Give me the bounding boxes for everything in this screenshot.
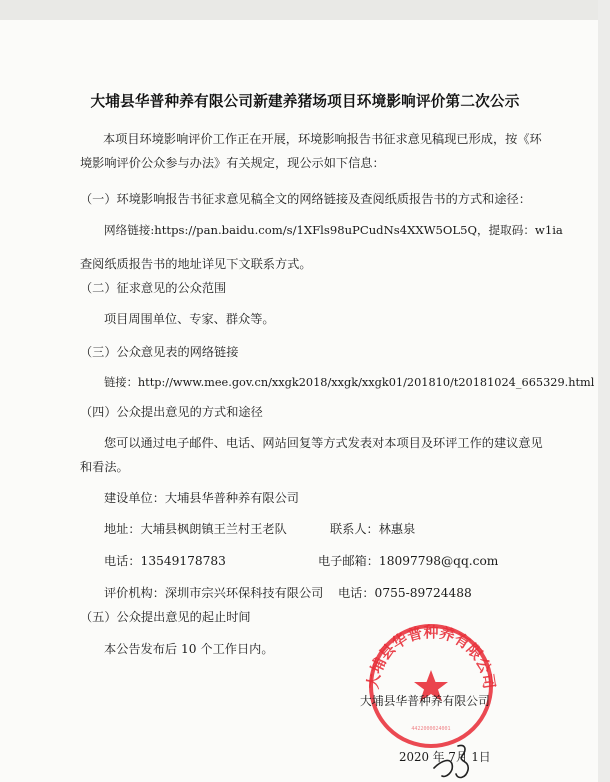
footer-date: 2020 年 7月 1日 <box>399 750 491 764</box>
notice-title: 大埔县华普种养有限公司新建养猪场项目环境影响评价第二次公示 <box>90 93 520 110</box>
section-4-body-line-2: 和看法。 <box>80 460 129 474</box>
scan-edge-top <box>0 0 610 20</box>
section-2-body: 项目周围单位、专家、群众等。 <box>104 312 275 326</box>
eval-phone: 电话：0755-89724488 <box>338 586 472 600</box>
intro-line-2: 境影响评价公众参与办法》有关规定，现公示如下信息： <box>80 156 385 170</box>
form-link[interactable]: 链接：http://www.mee.gov.cn/xxgk2018/xxgk/xxgk01/201810/t20181024_665329.html <box>104 376 595 389</box>
section-3-heading: （三）公众意见表的网络链接 <box>80 345 239 359</box>
scan-edge-right <box>598 0 610 782</box>
company-seal-icon <box>356 618 506 748</box>
section-5-heading: （五）公众提出意见的起止时间 <box>80 610 251 624</box>
email[interactable]: 电子邮箱：18097798@qq.com <box>318 554 499 568</box>
footer-company: 大埔县华普种养有限公司 <box>360 694 490 708</box>
section-1-heading: （一）环境影响报告书征求意见稿全文的网络链接及查阅纸质报告书的方式和途径： <box>80 192 531 206</box>
paper-copy-note: 查阅纸质报告书的地址详见下文联系方式。 <box>80 257 312 271</box>
section-2-heading: （二）征求意见的公众范围 <box>80 281 227 295</box>
intro-line-1: 本项目环境影响评价工作正在开展，环境影响报告书征求意见稿现已形成，按《环 <box>103 132 542 146</box>
svg-text:4422000024001: 4422000024001 <box>411 726 451 732</box>
handwritten-signature-icon <box>428 738 492 782</box>
phone: 电话：13549178783 <box>104 554 226 568</box>
section-4-body-line-1: 您可以通过电子邮件、电话、网站回复等方式发表对本项目及环评工作的建议意见 <box>104 436 543 450</box>
section-4-heading: （四）公众提出意见的方式和途径 <box>80 405 263 419</box>
address: 地址：大埔县枫朗镇王兰村王老队 <box>104 522 287 536</box>
builder-unit: 建设单位：大埔县华普种养有限公司 <box>104 491 299 505</box>
download-link[interactable]: 网络链接:https://pan.baidu.com/s/1XFls98uPCudNs4XXW5OL5Q，提取码：w1ia <box>104 223 563 237</box>
section-5-body: 本公告发布后 10 个工作日内。 <box>104 642 274 656</box>
contact-person: 联系人：林惠泉 <box>330 522 416 536</box>
eval-org: 评价机构：深圳市宗兴环保科技有限公司 <box>104 586 324 600</box>
svg-text:大埔县华普种养有限公司: 大埔县华普种养有限公司 <box>363 623 499 691</box>
